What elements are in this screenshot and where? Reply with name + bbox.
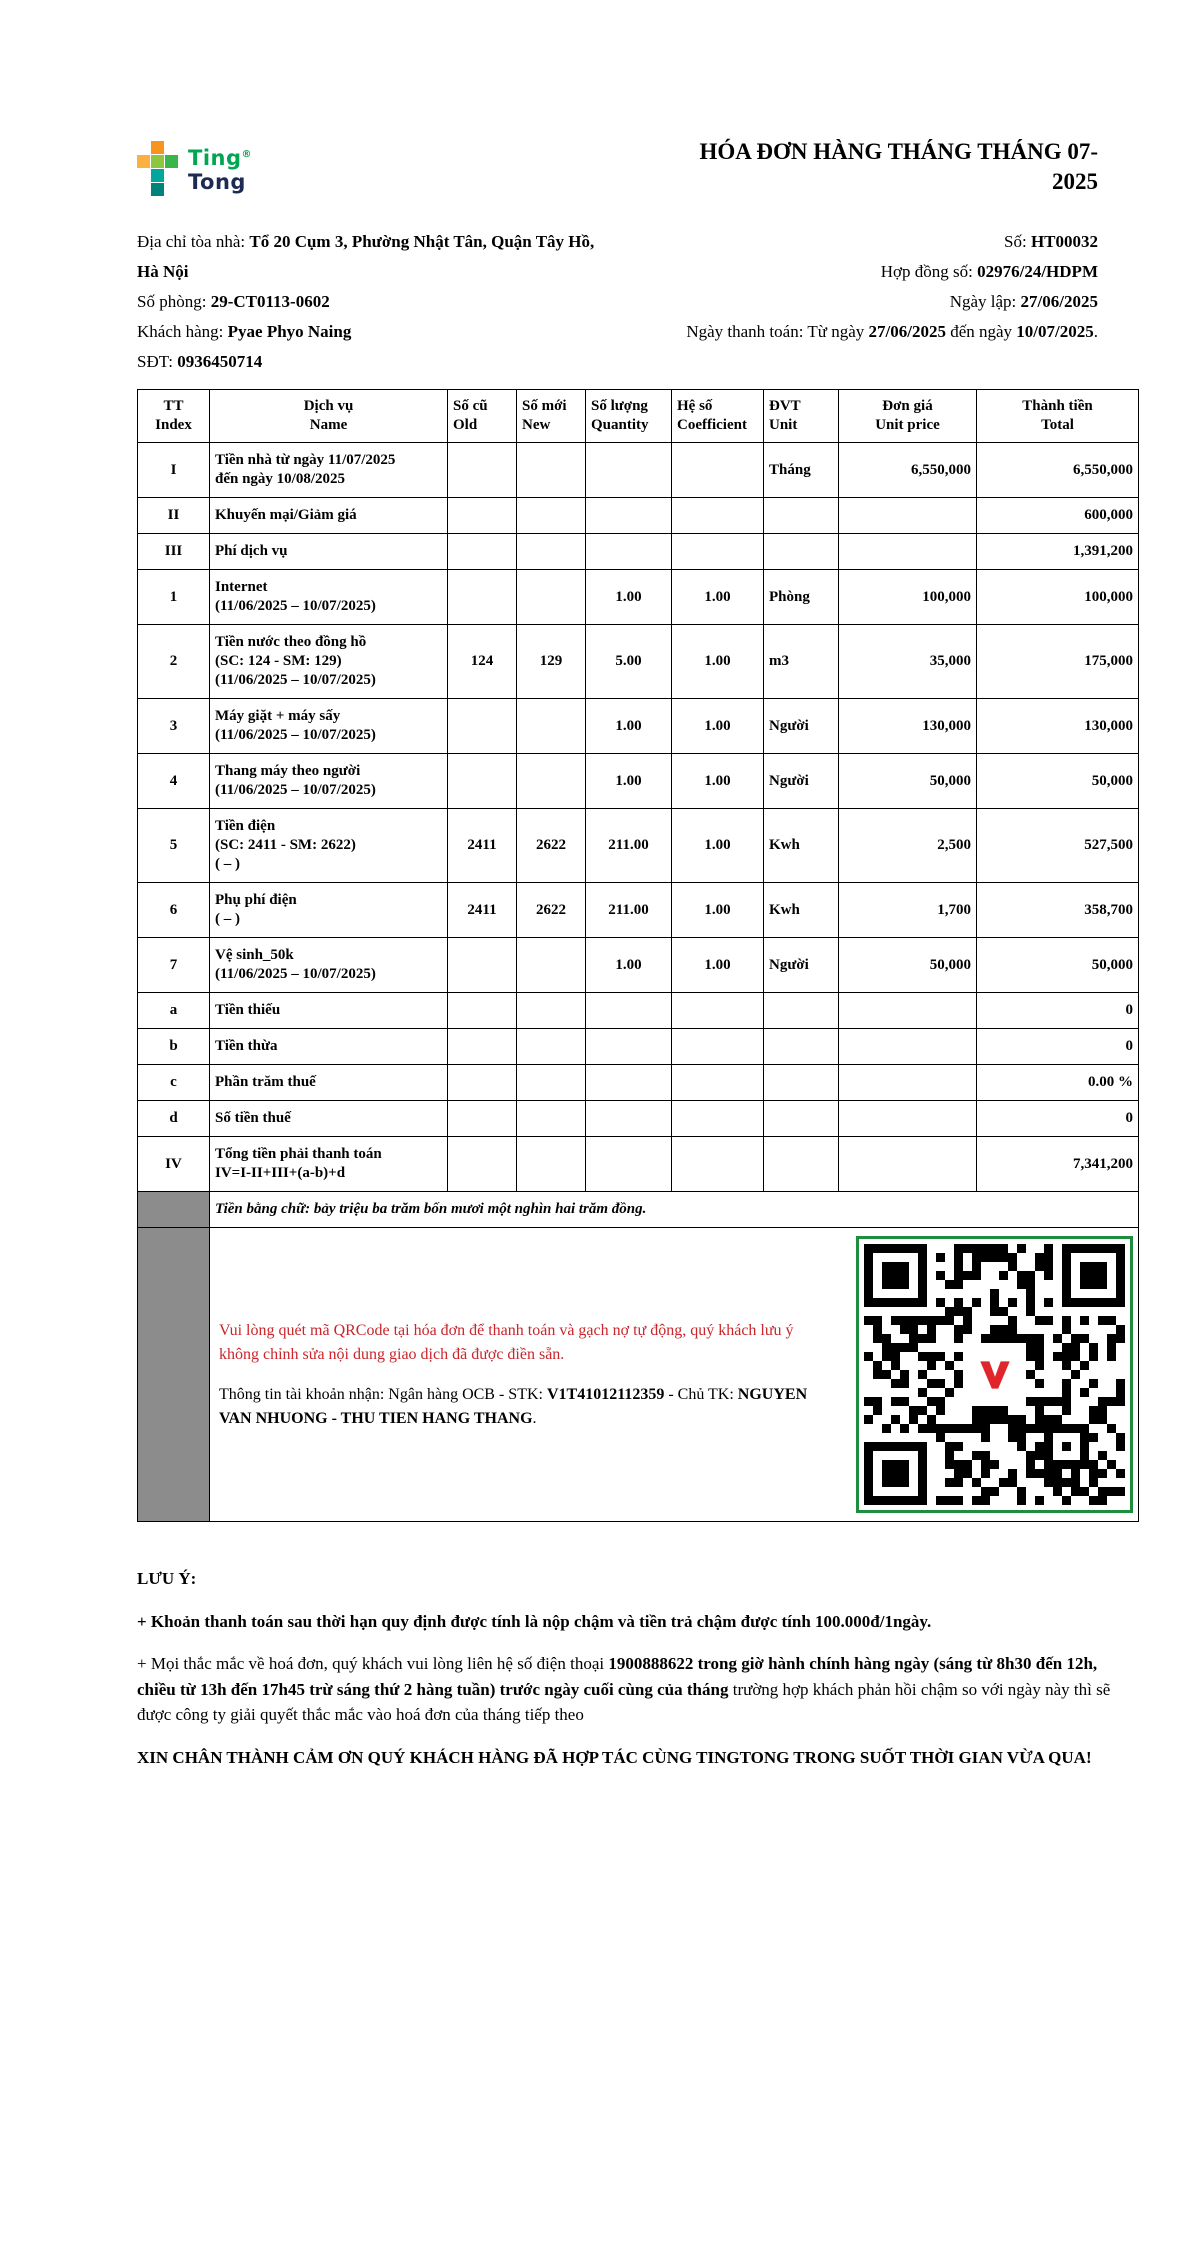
logo-ting-text: Ting <box>188 146 242 170</box>
cell-index: 5 <box>138 809 210 883</box>
cell-unit: Người <box>764 754 839 809</box>
cell-name <box>210 443 448 498</box>
name-line: Tiền thừa <box>215 1038 278 1054</box>
cell-quantity <box>586 534 672 570</box>
tingtong-logo-mark <box>137 141 178 196</box>
invoice-info-right <box>686 227 1138 377</box>
invoice-table-head <box>138 390 1139 443</box>
cell-unit-price: 6,550,000 <box>839 443 977 498</box>
cell-quantity <box>586 993 672 1029</box>
cell-name <box>210 570 448 625</box>
cell-index: d <box>138 1101 210 1137</box>
amount-in-words-row <box>138 1192 1139 1228</box>
cell-quantity <box>586 1065 672 1101</box>
cell-old <box>448 1065 517 1101</box>
table-row <box>138 1101 1139 1137</box>
cell-old <box>448 443 517 498</box>
cell-unit <box>764 1065 839 1101</box>
table-row <box>138 443 1139 498</box>
invoice-table-body <box>138 443 1139 1192</box>
name-line: Phần trăm thuế <box>215 1074 316 1090</box>
name-line: đến ngày 10/08/2025 <box>215 471 346 487</box>
cell-unit-price: 1,700 <box>839 883 977 938</box>
table-row <box>138 809 1139 883</box>
cell-total: 0.00 % <box>977 1065 1139 1101</box>
cell-name <box>210 883 448 938</box>
cell-index: a <box>138 993 210 1029</box>
name-line: Máy giặt + máy sấy <box>215 708 341 724</box>
cell-new: 129 <box>517 625 586 699</box>
cell-new: 2622 <box>517 809 586 883</box>
name-line: Tổng tiền phải thanh toán <box>215 1146 382 1162</box>
cell-coefficient: 1.00 <box>672 699 764 754</box>
cell-old: 2411 <box>448 809 517 883</box>
registered-mark: ® <box>241 149 253 160</box>
cell-total: 1,391,200 <box>977 534 1139 570</box>
cell-name <box>210 1065 448 1101</box>
name-line: (SC: 124 - SM: 129) <box>215 653 342 669</box>
cell-quantity <box>586 443 672 498</box>
name-line: (11/06/2025 – 10/07/2025) <box>215 966 376 982</box>
building-address: Địa chỉ tòa nhà: Tổ 20 Cụm 3, Phường Nhật Tân, Quận Tây Hồ, <box>137 232 595 251</box>
cell-index: 2 <box>138 625 210 699</box>
cell-quantity: 211.00 <box>586 809 672 883</box>
invoice-number: Số: HT00032 <box>1004 232 1098 251</box>
name-line: Số tiền thuế <box>215 1110 291 1126</box>
cell-unit-price: 130,000 <box>839 699 977 754</box>
cell-old <box>448 1137 517 1192</box>
cell-new <box>517 534 586 570</box>
cell-quantity: 5.00 <box>586 625 672 699</box>
cell-total: 358,700 <box>977 883 1139 938</box>
cell-index: 7 <box>138 938 210 993</box>
col-header-old: Số cũ Old <box>448 390 517 443</box>
invoice-title: HÓA ĐƠN HÀNG THÁNG THÁNG 07-2025 <box>699 139 1098 194</box>
cell-new <box>517 699 586 754</box>
cell-unit-price: 100,000 <box>839 570 977 625</box>
col-header-unit-price: Đơn giá Unit price <box>839 390 977 443</box>
invoice-info-left <box>137 227 642 377</box>
name-line: (11/06/2025 – 10/07/2025) <box>215 598 376 614</box>
cell-old <box>448 534 517 570</box>
name-line: IV=I-II+III+(a-b)+d <box>215 1165 346 1181</box>
qr-payment-notice: Vui lòng quét mã QRCode tại hóa đơn để thanh toán và gạch nợ tự động, quý khách lưu ý không chỉnh sửa nội dung giao dịch đã được điền sẵn. <box>219 1321 794 1363</box>
cell-unit-price: 2,500 <box>839 809 977 883</box>
cell-total: 0 <box>977 993 1139 1029</box>
logo-square <box>151 155 164 168</box>
name-line: Thang máy theo người <box>215 763 361 779</box>
cell-coefficient <box>672 1137 764 1192</box>
cell-coefficient: 1.00 <box>672 754 764 809</box>
table-row <box>138 938 1139 993</box>
cell-quantity <box>586 1101 672 1137</box>
cell-old: 2411 <box>448 883 517 938</box>
cell-total: 50,000 <box>977 754 1139 809</box>
cell-total: 600,000 <box>977 498 1139 534</box>
col-header-name: Dịch vụ Name <box>210 390 448 443</box>
table-row <box>138 570 1139 625</box>
cell-old <box>448 1101 517 1137</box>
cell-coefficient: 1.00 <box>672 809 764 883</box>
cell-name <box>210 498 448 534</box>
cell-new <box>517 1101 586 1137</box>
name-line: ( – ) <box>215 911 240 927</box>
cell-new <box>517 1137 586 1192</box>
col-header-index: TT Index <box>138 390 210 443</box>
cell-unit <box>764 1137 839 1192</box>
cell-coefficient: 1.00 <box>672 883 764 938</box>
cell-new <box>517 498 586 534</box>
cell-total: 0 <box>977 1029 1139 1065</box>
cell-total: 130,000 <box>977 699 1139 754</box>
account-info: Thông tin tài khoản nhận: Ngân hàng OCB - STK: V1T41012112359 - Chủ TK: NGUYEN VAN NHUONG - THU TIEN HANG THANG. <box>219 1385 808 1427</box>
building-address-city: Hà Nội <box>137 262 189 281</box>
cell-name <box>210 625 448 699</box>
table-row <box>138 625 1139 699</box>
cell-total: 50,000 <box>977 938 1139 993</box>
cell-unit <box>764 534 839 570</box>
name-line: Khuyến mại/Giảm giá <box>215 507 357 523</box>
room-number: Số phòng: 29-CT0113-0602 <box>137 292 330 311</box>
cell-unit: m3 <box>764 625 839 699</box>
qr-row <box>138 1228 1139 1522</box>
cell-coefficient: 1.00 <box>672 570 764 625</box>
cell-coefficient: 1.00 <box>672 938 764 993</box>
logo-tong-text: Tong <box>188 170 246 194</box>
cell-old <box>448 498 517 534</box>
cell-unit: Người <box>764 938 839 993</box>
invoice-header <box>137 137 1138 197</box>
cell-name <box>210 754 448 809</box>
cell-unit <box>764 1101 839 1137</box>
cell-quantity <box>586 498 672 534</box>
logo-square <box>137 155 150 168</box>
logo-square <box>151 141 164 154</box>
cell-old <box>448 993 517 1029</box>
cell-index: 1 <box>138 570 210 625</box>
cell-index: 6 <box>138 883 210 938</box>
name-line: Tiền nước theo đồng hồ <box>215 634 367 650</box>
cell-unit <box>764 498 839 534</box>
logo-square <box>165 155 178 168</box>
cell-index: b <box>138 1029 210 1065</box>
cell-index: 4 <box>138 754 210 809</box>
thanks-note: XIN CHÂN THÀNH CẢM ƠN QUÝ KHÁCH HÀNG ĐÃ HỢP TÁC CÙNG TINGTONG TRONG SUỐT THỜI GIAN VỪA QUA! <box>137 1747 1092 1767</box>
cell-unit-price <box>839 993 977 1029</box>
gray-cell <box>138 1192 210 1228</box>
cell-old: 124 <box>448 625 517 699</box>
cell-quantity: 1.00 <box>586 570 672 625</box>
cell-unit-price <box>839 1065 977 1101</box>
qr-code <box>856 1236 1133 1513</box>
invoice-info <box>137 227 1138 377</box>
cell-unit: Kwh <box>764 809 839 883</box>
cell-name <box>210 1101 448 1137</box>
qr-center-logo <box>966 1348 1024 1402</box>
invoice-table <box>137 389 1139 1522</box>
cell-coefficient <box>672 1029 764 1065</box>
header-row <box>138 390 1139 443</box>
cell-quantity <box>586 1137 672 1192</box>
col-header-coefficient: Hệ số Coefficient <box>672 390 764 443</box>
late-payment-note: + Khoản thanh toán sau thời hạn quy định được tính là nộp chậm và tiền trả chậm được tính 100.000đ/1ngày. <box>137 1611 932 1631</box>
cell-total: 527,500 <box>977 809 1139 883</box>
name-line: (SC: 2411 - SM: 2622) <box>215 837 356 853</box>
cell-new <box>517 993 586 1029</box>
cell-coefficient <box>672 1065 764 1101</box>
cell-name <box>210 938 448 993</box>
qr-texts <box>219 1319 834 1431</box>
cell-name <box>210 1029 448 1065</box>
cell-unit <box>764 1029 839 1065</box>
cell-index: IV <box>138 1137 210 1192</box>
cell-index: I <box>138 443 210 498</box>
cell-total: 6,550,000 <box>977 443 1139 498</box>
issue-date: Ngày lập: 27/06/2025 <box>949 292 1098 311</box>
cell-coefficient <box>672 443 764 498</box>
cell-unit: Người <box>764 699 839 754</box>
tingtong-logo-text <box>188 143 252 194</box>
cell-new <box>517 570 586 625</box>
cell-index: c <box>138 1065 210 1101</box>
tingtong-logo <box>137 141 252 196</box>
customer-phone: SĐT: 0936450714 <box>137 352 263 371</box>
table-row <box>138 1065 1139 1101</box>
cell-unit: Kwh <box>764 883 839 938</box>
cell-old <box>448 570 517 625</box>
cell-name <box>210 809 448 883</box>
cell-total: 7,341,200 <box>977 1137 1139 1192</box>
cell-index: 3 <box>138 699 210 754</box>
cell-new <box>517 443 586 498</box>
name-line: Phí dịch vụ <box>215 543 288 559</box>
red-v-icon <box>978 1359 1012 1391</box>
name-line: Tiền nhà từ ngày 11/07/2025 <box>215 452 396 468</box>
cell-index: II <box>138 498 210 534</box>
invoice-footer <box>137 1566 1138 1770</box>
cell-unit-price: 50,000 <box>839 938 977 993</box>
cell-unit <box>764 993 839 1029</box>
cell-old <box>448 754 517 809</box>
name-line: Tiền điện <box>215 818 276 834</box>
name-line: (11/06/2025 – 10/07/2025) <box>215 672 376 688</box>
contract-number: Hợp đồng số: 02976/24/HDPM <box>880 262 1098 281</box>
cell-total: 100,000 <box>977 570 1139 625</box>
cell-old <box>448 1029 517 1065</box>
table-row <box>138 754 1139 809</box>
cell-unit-price <box>839 1101 977 1137</box>
cell-unit-price <box>839 534 977 570</box>
cell-old <box>448 938 517 993</box>
cell-quantity: 211.00 <box>586 883 672 938</box>
name-line: Vệ sinh_50k <box>215 947 294 963</box>
col-header-unit: ĐVT Unit <box>764 390 839 443</box>
name-line: (11/06/2025 – 10/07/2025) <box>215 727 376 743</box>
gray-cell <box>138 1228 210 1522</box>
cell-old <box>448 699 517 754</box>
cell-name <box>210 699 448 754</box>
cell-total: 175,000 <box>977 625 1139 699</box>
cell-coefficient <box>672 1101 764 1137</box>
qr-section <box>215 1236 1133 1513</box>
table-row <box>138 699 1139 754</box>
invoice-table-extra <box>138 1192 1139 1522</box>
name-line: Phụ phí điện <box>215 892 297 908</box>
cell-unit-price: 50,000 <box>839 754 977 809</box>
table-row <box>138 883 1139 938</box>
cell-name <box>210 534 448 570</box>
payment-period: Ngày thanh toán: Từ ngày 27/06/2025 đến ngày 10/07/2025. <box>686 322 1098 341</box>
logo-square <box>151 169 164 182</box>
customer-name: Khách hàng: Pyae Phyo Naing <box>137 322 352 341</box>
col-header-total: Thành tiền Total <box>977 390 1139 443</box>
hotline-note: + Mọi thắc mắc về hoá đơn, quý khách vui lòng liên hệ số điện thoại 1900888622 trong giờ hành chính hàng ngày (sáng từ 8h30 đến 12h, chiều từ 13h đến 17h45 trừ sáng thứ 2 hàng tuần) trước ngày cuối cùng của tháng trường hợp khách phản hồi chậm so với ngày này thì sẽ được công ty giải quyết thắc mắc vào hoá đơn của tháng tiếp theo <box>137 1654 1111 1724</box>
table-row <box>138 498 1139 534</box>
cell-unit-price <box>839 498 977 534</box>
cell-unit-price <box>839 1137 977 1192</box>
cell-total: 0 <box>977 1101 1139 1137</box>
cell-unit-price: 35,000 <box>839 625 977 699</box>
name-line: ( – ) <box>215 856 240 872</box>
name-line: Internet <box>215 579 268 595</box>
cell-unit: Tháng <box>764 443 839 498</box>
cell-quantity <box>586 1029 672 1065</box>
col-header-new: Số mới New <box>517 390 586 443</box>
notes-title: LƯU Ý: <box>137 1569 197 1588</box>
cell-new <box>517 754 586 809</box>
cell-unit-price <box>839 1029 977 1065</box>
name-line: Tiền thiếu <box>215 1002 281 1018</box>
amount-in-words: Tiền bằng chữ: bảy triệu ba trăm bốn mươi một nghìn hai trăm đồng. <box>210 1192 1139 1228</box>
cell-index: III <box>138 534 210 570</box>
cell-quantity: 1.00 <box>586 699 672 754</box>
cell-coefficient <box>672 993 764 1029</box>
cell-coefficient <box>672 534 764 570</box>
logo-square <box>151 183 164 196</box>
cell-new <box>517 1065 586 1101</box>
invoice-page <box>137 137 1138 1787</box>
cell-new <box>517 1029 586 1065</box>
cell-new: 2622 <box>517 883 586 938</box>
table-row <box>138 534 1139 570</box>
logo-ting-line <box>188 143 252 170</box>
table-row <box>138 993 1139 1029</box>
name-line: (11/06/2025 – 10/07/2025) <box>215 782 376 798</box>
cell-new <box>517 938 586 993</box>
cell-unit: Phòng <box>764 570 839 625</box>
cell-name <box>210 993 448 1029</box>
cell-quantity: 1.00 <box>586 754 672 809</box>
table-row <box>138 1029 1139 1065</box>
cell-coefficient: 1.00 <box>672 625 764 699</box>
col-header-quantity: Số lượng Quantity <box>586 390 672 443</box>
cell-coefficient <box>672 498 764 534</box>
qr-section-cell <box>210 1228 1139 1522</box>
cell-quantity: 1.00 <box>586 938 672 993</box>
table-row <box>138 1137 1139 1192</box>
cell-name <box>210 1137 448 1192</box>
